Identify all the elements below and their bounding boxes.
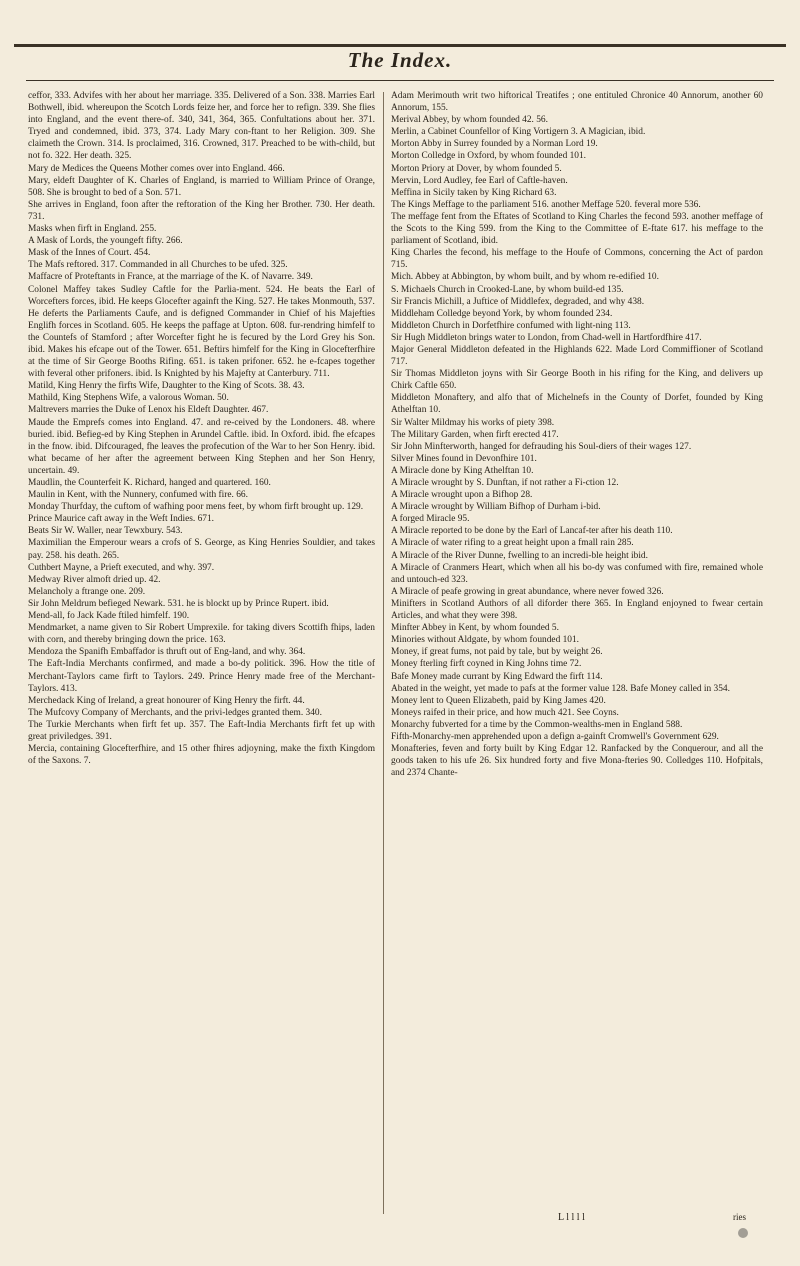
index-entry: Mathild, King Stephens Wife, a valorous Woman. 50. — [28, 393, 229, 404]
index-entry: ceffor, 333. Advifes with her about her marriage. 335. Delivered of a Son. 338. Marries Earl Bothwell, ibid. whereupon the Scotch Lords feize her, and force her to refign. 339. She flies into England, and the event there-of. 340, 341, 364, 365. Confultations about her. 371. Tryed and condemned, ibid. 373, 374. Lady Mary con-ftant to her Religion. 309. She claimeth the Crown. 314. Is proclaimed, 316. Crowned, 317. Preached to be with-child, but not fo. 322. Her death. 325. — [28, 91, 375, 162]
index-entry: Minfter Abbey in Kent, by whom founded 5. — [391, 623, 559, 634]
index-entry: Money, if great fums, not paid by tale, but by weight 26. — [391, 647, 603, 658]
index-entry: Sir Thomas Middleton joyns with Sir George Booth in his rifing for the King, and delivers up Chirk Caftle 650. — [391, 369, 763, 392]
index-entry: The Kings Meffage to the parliament 516. another Meffage 520. feveral more 536. — [391, 199, 701, 210]
index-entry: Maffacre of Proteftants in France, at the marriage of the K. of Navarre. 349. — [28, 272, 313, 283]
index-entry: Masks when firft in England. 255. — [28, 224, 157, 235]
index-entry: King Charles the fecond, his meffage to the Houfe of Commons, concerning the Act of pardon 715. — [391, 248, 763, 271]
index-entry: The Military Garden, when firft erected 417. — [391, 429, 559, 440]
index-entry: Morton Priory at Dover, by whom founded 5. — [391, 163, 562, 174]
index-entry: Melancholy a ftrange one. 209. — [28, 586, 146, 597]
index-entry: Medway River almoft dried up. 42. — [28, 574, 161, 585]
index-entry: Bafe Money made currant by King Edward the firft 114. — [391, 671, 603, 682]
index-entry: Major General Middleton defeated in the Highlands 622. Made Lord Commiffioner of Scotland 717. — [391, 344, 763, 368]
index-entry: The Eaft-India Merchants confirmed, and made a bo-dy politick. 396. How the title of Merchant-Taylors came firft to Taylors. 249. Prince Henry made free of the Merchant-Taylors. 413. — [28, 659, 375, 694]
index-entry: A Miracle reported to be done by the Earl of Lancaf-ter after his death 110. — [391, 526, 673, 537]
index-entry: Mary de Medices the Queens Mother comes over into England. 466. — [28, 163, 285, 174]
index-entry: Maltrevers marries the Duke of Lenox his Eldeft Daughter. 467. — [28, 405, 269, 416]
index-entry: A Miracle wrought by William Bifhop of Durham i-bid. — [391, 502, 601, 513]
index-entry: Mendmarket, a name given to Sir Robert Umprexile. for taking divers Scottifh fhips, laden with corn, and thereby bringing down the price. 163. — [28, 623, 375, 646]
ink-stain — [738, 1228, 748, 1238]
index-entry: Maximilian the Emperour wears a crofs of S. George, as King Henries Souldier, and takes pay. 258. his death. 265. — [28, 538, 375, 561]
index-entry: Fifth-Monarchy-men apprehended upon a defign a-gainft Cromwell's Government 629. — [391, 731, 719, 742]
index-entry: Maude the Emprefs comes into England. 47. and re-ceived by the Londoners. 48. where buried. ibid. Befieg-ed by King Stephen in Arundel Caftle. ibid. In Oxford. ibid. fhe efcapes in the fnow. ibid. Difcouraged, fhe leaves the profecution of the War to her Son Henry. ibid. what became of her after the agreement between King Stephen and her Son Henry, uncertain. 49. — [28, 417, 375, 476]
index-entry: Merival Abbey, by whom founded 42. 56. — [391, 115, 548, 126]
index-entry: The Mafs reftored. 317. Commanded in all Churches to be ufed. 325. — [28, 260, 288, 271]
index-entry: A Miracle of peafe growing in great abundance, where never fowed 326. — [391, 586, 664, 597]
signature-mark: L l l l l — [558, 1212, 585, 1223]
index-entry: Morton Colledge in Oxford, by whom founded 101. — [391, 151, 587, 162]
index-entry: A Miracle of Cranmers Heart, which when all his bo-dy was confumed with fire, remained whole and untouch-ed 323. — [391, 562, 763, 585]
index-entry: Mich. Abbey at Abbington, by whom built, and by whom re-edified 10. — [391, 272, 659, 283]
index-entry: Money lent to Queen Elizabeth, paid by King James 420. — [391, 695, 606, 706]
page-title: The Index. — [347, 48, 453, 72]
index-entry: Middleton Monaftery, and alfo that of Michelnefs in the County of Dorfet, founded by King Athelftan 10. — [391, 393, 763, 416]
index-entry: The Mufcovy Company of Merchants, and the privi-ledges granted them. 340. — [28, 707, 322, 718]
index-entry: Moneys raifed in their price, and how much 421. See Coyns. — [391, 707, 619, 718]
index-entry: Cuthbert Mayne, a Prieft executed, and why. 397. — [28, 562, 215, 573]
catchword: ries — [733, 1212, 746, 1222]
index-entry: Beats Sir W. Waller, near Tewxbury. 543. — [28, 526, 183, 537]
index-entry: Sir Francis Michill, a Juftice of Middlefex, degraded, and why 438. — [391, 296, 645, 307]
index-entry: Maudlin, the Counterfeit K. Richard, hanged and quartered. 160. — [28, 478, 271, 488]
index-entry: A Miracle of the River Dunne, fwelling to an incredi-ble height ibid. — [391, 550, 648, 561]
index-entry: Sir Hugh Middleton brings water to London, from Chad-well in Hartfordfhire 417. — [391, 332, 702, 343]
index-entry: Maulin in Kent, with the Nunnery, confumed with fire. 66. — [28, 490, 248, 501]
index-entry: A Mask of Lords, the youngeft fifty. 266. — [28, 236, 183, 247]
index-entry: Monarchy fubverted for a time by the Common-wealths-men in England 588. — [391, 719, 683, 730]
index-entry: Mend-all, fo Jack Kade ftiled himfelf. 190. — [28, 611, 190, 622]
index-entry: Mask of the Innes of Court. 454. — [28, 248, 151, 259]
index-entry: Mendoza the Spanifh Embaffador is thruft out of Eng-land, and why. 364. — [28, 647, 306, 658]
title-rule — [26, 80, 774, 81]
index-entry: Sir Walter Mildmay his works of piety 398. — [391, 417, 555, 428]
index-entry: Monday Thurfday, the cuftom of wafhing poor mens feet, by whom firft brought up. 129. — [28, 502, 364, 513]
index-entry: Minories without Aldgate, by whom founded 101. — [391, 635, 580, 646]
index-entry: Meffina in Sicily taken by King Richard 63. — [391, 187, 557, 198]
index-entry: Colonel Maffey takes Sudley Caftle for the Parlia-ment. 524. He beats the Earl of Worcefters forces, ibid. He keeps Glocefter againft the King. 527. He takes Monmouth, 537. — [28, 284, 375, 307]
column-divider — [383, 92, 384, 1214]
index-entry: Money fterling firft coyned in King Johns time 72. — [391, 659, 582, 670]
index-entry: Middleham Colledge beyond York, by whom founded 234. — [391, 308, 613, 319]
index-entry: A Miracle wrought upon a Bifhop 28. — [391, 490, 533, 501]
index-entry: S. Michaels Church in Crooked-Lane, by whom build-ed 135. — [391, 284, 624, 295]
index-entry: Minifters in Scotland Authors of all diforder there 365. In England enjoyned to fwear certain Articles, and what they were 398. — [391, 598, 763, 622]
index-entry: Matild, King Henry the firfts Wife, Daughter to the King of Scots. 38. 43. — [28, 381, 305, 392]
index-entry: Sir John Meldrum befieged Newark. 531. he is blockt up by Prince Rupert. ibid. — [28, 598, 329, 609]
index-entry: Prince Maurice caft away in the Weft Indies. 671. — [28, 514, 214, 525]
index-entry: The meffage fent from the Eftates of Scotland to King Charles the fecond 593. another meffage of the Scots to the King 599. from the King to the Committee of E-ftate 617. his meffage to the parliament of Scotland, ibid. — [391, 211, 763, 247]
index-column-right — [391, 90, 763, 779]
index-entry: Mervin, Lord Audley, fee Earl of Caftle-haven. — [391, 175, 568, 186]
index-entry: Mary, eldeft Daughter of K. Charles of England, is married to William Prince of Orange, 508. She is brought to bed of a Son. 571. — [28, 175, 375, 198]
index-entry: The Turkie Merchants when firft fet up. 357. The Eaft-India Merchants firft fet up with great priviledges. 391. — [28, 719, 375, 742]
index-entry: She arrives in England, foon after the reftoration of the King her Brother. 730. Her death. 731. — [28, 199, 375, 222]
index-entry: He deferts the Parliaments Caufe, and is defigned Commander in Chief of his Majefties Englifh forces in Scotland. 605. He keeps the paffage at Upton. 608. fur-rendring himfelf to the Countefs of Stamford ; after Worcefter fight he is fecured by the Lord Grey his Son. ibid. Makes his efcape out of the Tower. 651. Beftirs himfelf for the King in Glocefterfhire at the time of Sir George Booths Rifing. 651. is taken prifoner. 652. he e-fcapes together with feveral other prifoners. ibid. Is Knighted by his Majefty at Canterbury. 711. — [28, 308, 375, 380]
index-entry: Adam Merimouth writ two hiftorical Treatifes ; one entituled Chronice 40 Annorum, another 60 Annorum, 155. — [391, 91, 763, 114]
index-entry: Mercia, containing Glocefterfhire, and 15 other fhires adjoyning, make the fixth Kingdom of the Saxons. 7. — [28, 744, 375, 767]
index-entry: A Miracle done by King Athelftan 10. — [391, 465, 534, 476]
index-entry: Morton Abby in Surrey founded by a Norman Lord 19. — [391, 139, 598, 150]
index-entry: Abated in the weight, yet made to pafs at the former value 128. Bafe Money called in 354. — [391, 683, 730, 694]
index-column-left — [28, 90, 375, 767]
index-entry: Merlin, a Cabinet Counfellor of King Vortigern 3. A Magician, ibid. — [391, 127, 646, 138]
index-entry: A Miracle of water rifing to a great height upon a fmall rain 285. — [391, 538, 634, 549]
index-entry: A Miracle wrought by S. Dunftan, if not rather a Fi-ction 12. — [391, 478, 619, 488]
index-entry: Silver Mines found in Devonfhire 101. — [391, 453, 537, 464]
index-entry: Middleton Church in Dorfetfhire confumed with light-ning 113. — [391, 320, 631, 331]
index-entry: Sir John Minfterworth, hanged for defrauding his Soul-diers of their wages 127. — [391, 441, 692, 452]
index-entry: Merchedack King of Ireland, a great honourer of King Henry the firft. 44. — [28, 695, 305, 706]
top-rule — [14, 44, 786, 47]
index-entry: Monafteries, feven and forty built by King Edgar 12. Ranfacked by the Conquerour, and all the goods taken to his ufe 26. Six hundred forty and five Mona-fteries 90. Colledges 110. Hofpitals, and 2374 Chante- — [391, 744, 763, 779]
index-entry: A forged Miracle 95. — [391, 514, 470, 525]
